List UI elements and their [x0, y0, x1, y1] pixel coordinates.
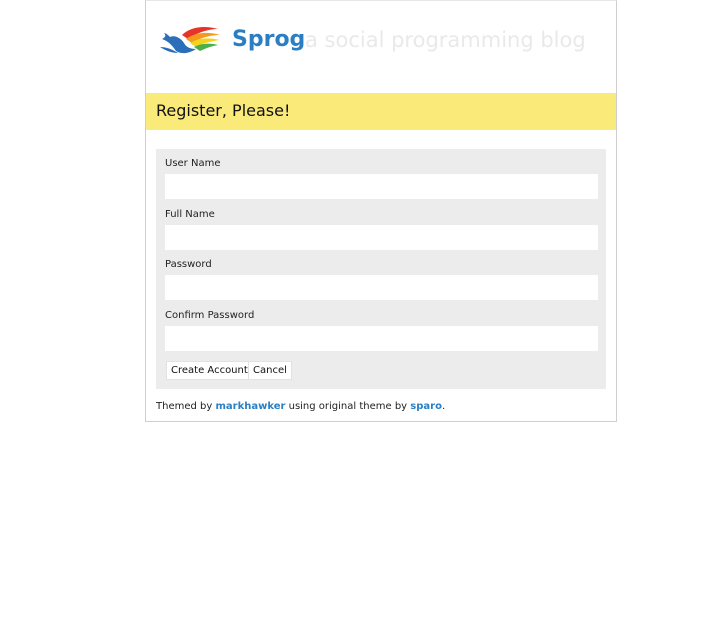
cancel-button[interactable]: Cancel: [248, 361, 292, 380]
footer-text-period: .: [441, 401, 446, 412]
footer-text-original-theme: using original theme by: [285, 401, 411, 412]
bird-logo-icon[interactable]: [160, 25, 222, 57]
fullname-input[interactable]: [165, 225, 598, 250]
brand-name[interactable]: Sprog: [232, 27, 306, 52]
footer-link-markhawker[interactable]: markhawker: [215, 401, 286, 412]
create-account-button[interactable]: Create Account: [166, 361, 253, 380]
page-title: Register, Please!: [156, 101, 291, 120]
register-form: [156, 149, 606, 389]
confirm-password-label: Confirm Password: [165, 310, 255, 321]
password-label: Password: [165, 259, 212, 270]
password-input[interactable]: [165, 275, 598, 300]
username-label: User Name: [165, 158, 221, 169]
page-title-bar: [146, 93, 616, 130]
footer-link-sparo[interactable]: sparo: [410, 401, 442, 412]
username-input[interactable]: [165, 174, 598, 199]
page-frame: [145, 0, 617, 422]
footer-credits: [156, 401, 445, 412]
fullname-label: Full Name: [165, 209, 215, 220]
confirm-password-input[interactable]: [165, 326, 598, 351]
site-tagline: a social programming blog: [305, 28, 586, 52]
footer-text-themed-by: Themed by: [156, 401, 216, 412]
site-header: [146, 1, 616, 93]
